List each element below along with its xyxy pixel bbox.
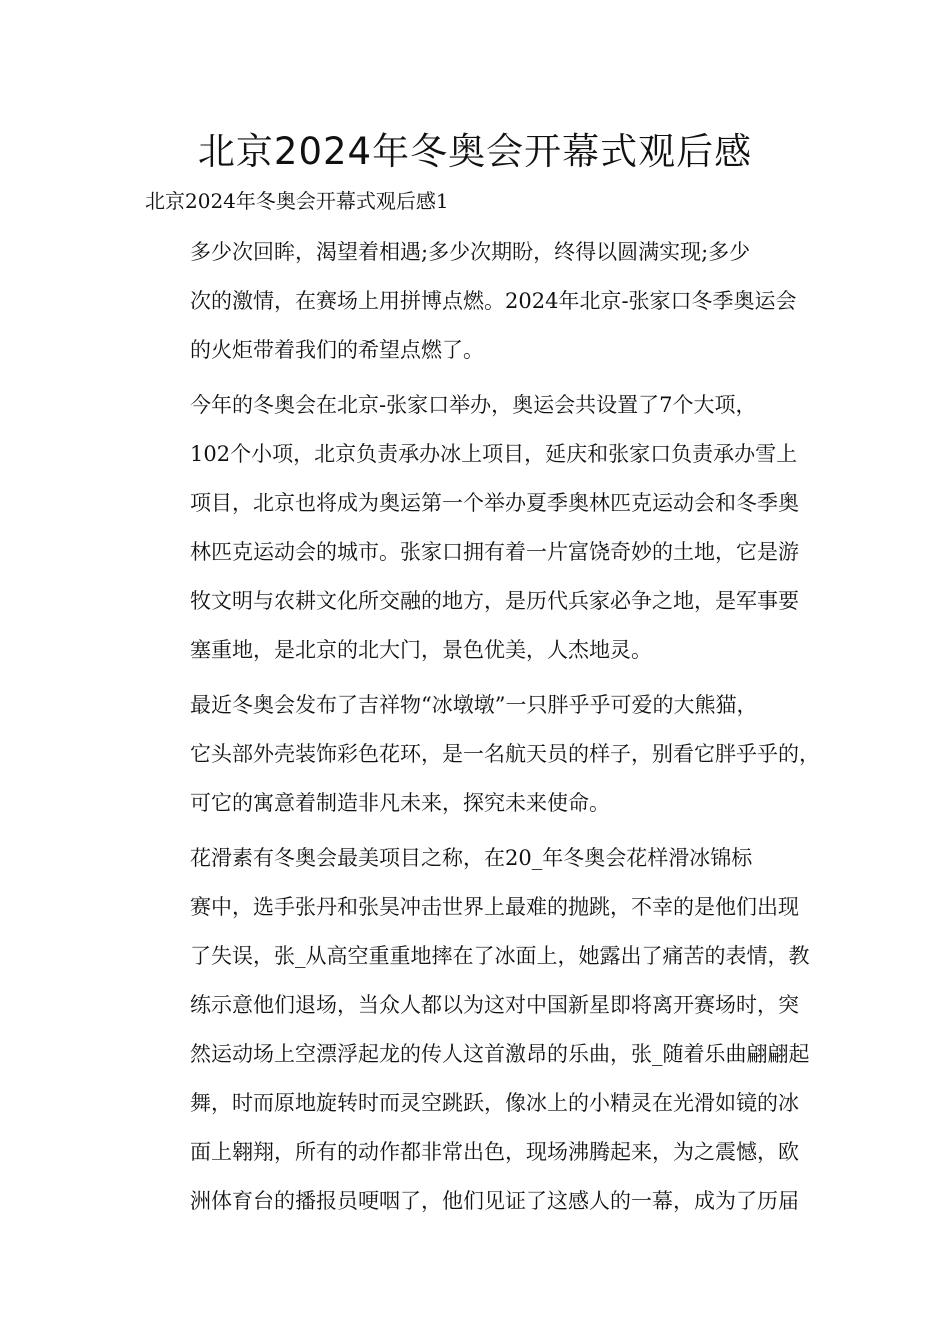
paragraph-line: 了失误，张_从高空重重地摔在了冰面上，她露出了痛苦的表情，教 (190, 944, 810, 968)
paragraph-line: 舞，时而原地旋转时而灵空跳跃，像冰上的小精灵在光滑如镜的冰 (190, 1091, 799, 1115)
paragraph-line: 花滑素有冬奥会最美项目之称，在20_年冬奥会花样滑冰锦标 (190, 846, 753, 870)
paragraph-line: 今年的冬奥会在北京-张家口举办，奥运会共设置了7个大项， (190, 393, 757, 417)
paragraph-line: 林匹克运动会的城市。张家口拥有着一片富饶奇妙的土地，它是游 (190, 540, 799, 564)
paragraph-line: 塞重地，是北京的北大门，景色优美，人杰地灵。 (190, 638, 652, 662)
document-subtitle: 北京2024年冬奥会开幕式观后感1 (145, 189, 449, 213)
paragraph-line: 赛中，选手张丹和张昊冲击世界上最难的抛跳，不幸的是他们出现 (190, 895, 799, 919)
paragraph-line: 可它的寓意着制造非凡未来，探究未来使命。 (190, 791, 610, 815)
paragraph-line: 它头部外壳装饰彩色花环，是一名航天员的样子，别看它胖乎乎的， (190, 742, 820, 766)
paragraph-line: 102个小项，北京负责承办冰上项目，延庆和张家口负责承办雪上 (190, 442, 798, 466)
paragraph-line: 洲体育台的播报员哽咽了，他们见证了这感人的一幕，成为了历届 (190, 1189, 799, 1213)
body-paragraph (145, 834, 813, 1226)
document-title: 北京2024年冬奥会开幕式观后感 (197, 130, 753, 173)
paragraph-line: 最近冬奥会发布了吉祥物“冰墩墩”一只胖乎乎可爱的大熊猫， (190, 693, 758, 717)
document-body (145, 228, 820, 1232)
paragraph-line: 然运动场上空漂浮起龙的传人这首激昂的乐曲，张_随着乐曲翩翩起 (190, 1042, 810, 1066)
paragraph-line: 面上翱翔，所有的动作都非常出色，现场沸腾起来，为之震憾，欧 (190, 1140, 799, 1164)
paragraph-line: 的火炬带着我们的希望点燃了。 (190, 338, 484, 362)
paragraph-line: 次的激情，在赛场上用拼博点燃。2024年北京-张家口冬季奥运会 (190, 289, 797, 313)
body-paragraph (145, 381, 813, 675)
paragraph-line: 牧文明与农耕文化所交融的地方，是历代兵家必争之地，是军事要 (190, 589, 799, 613)
paragraph-line: 项目，北京也将成为奥运第一个举办夏季奥林匹克运动会和冬季奥 (190, 491, 799, 515)
body-paragraph (145, 228, 813, 375)
body-paragraph (145, 681, 820, 828)
paragraph-line: 多少次回眸，渴望着相遇;多少次期盼，终得以圆满实现;多少 (190, 240, 751, 264)
paragraph-line: 练示意他们退场，当众人都以为这对中国新星即将离开赛场时，突 (190, 993, 799, 1017)
